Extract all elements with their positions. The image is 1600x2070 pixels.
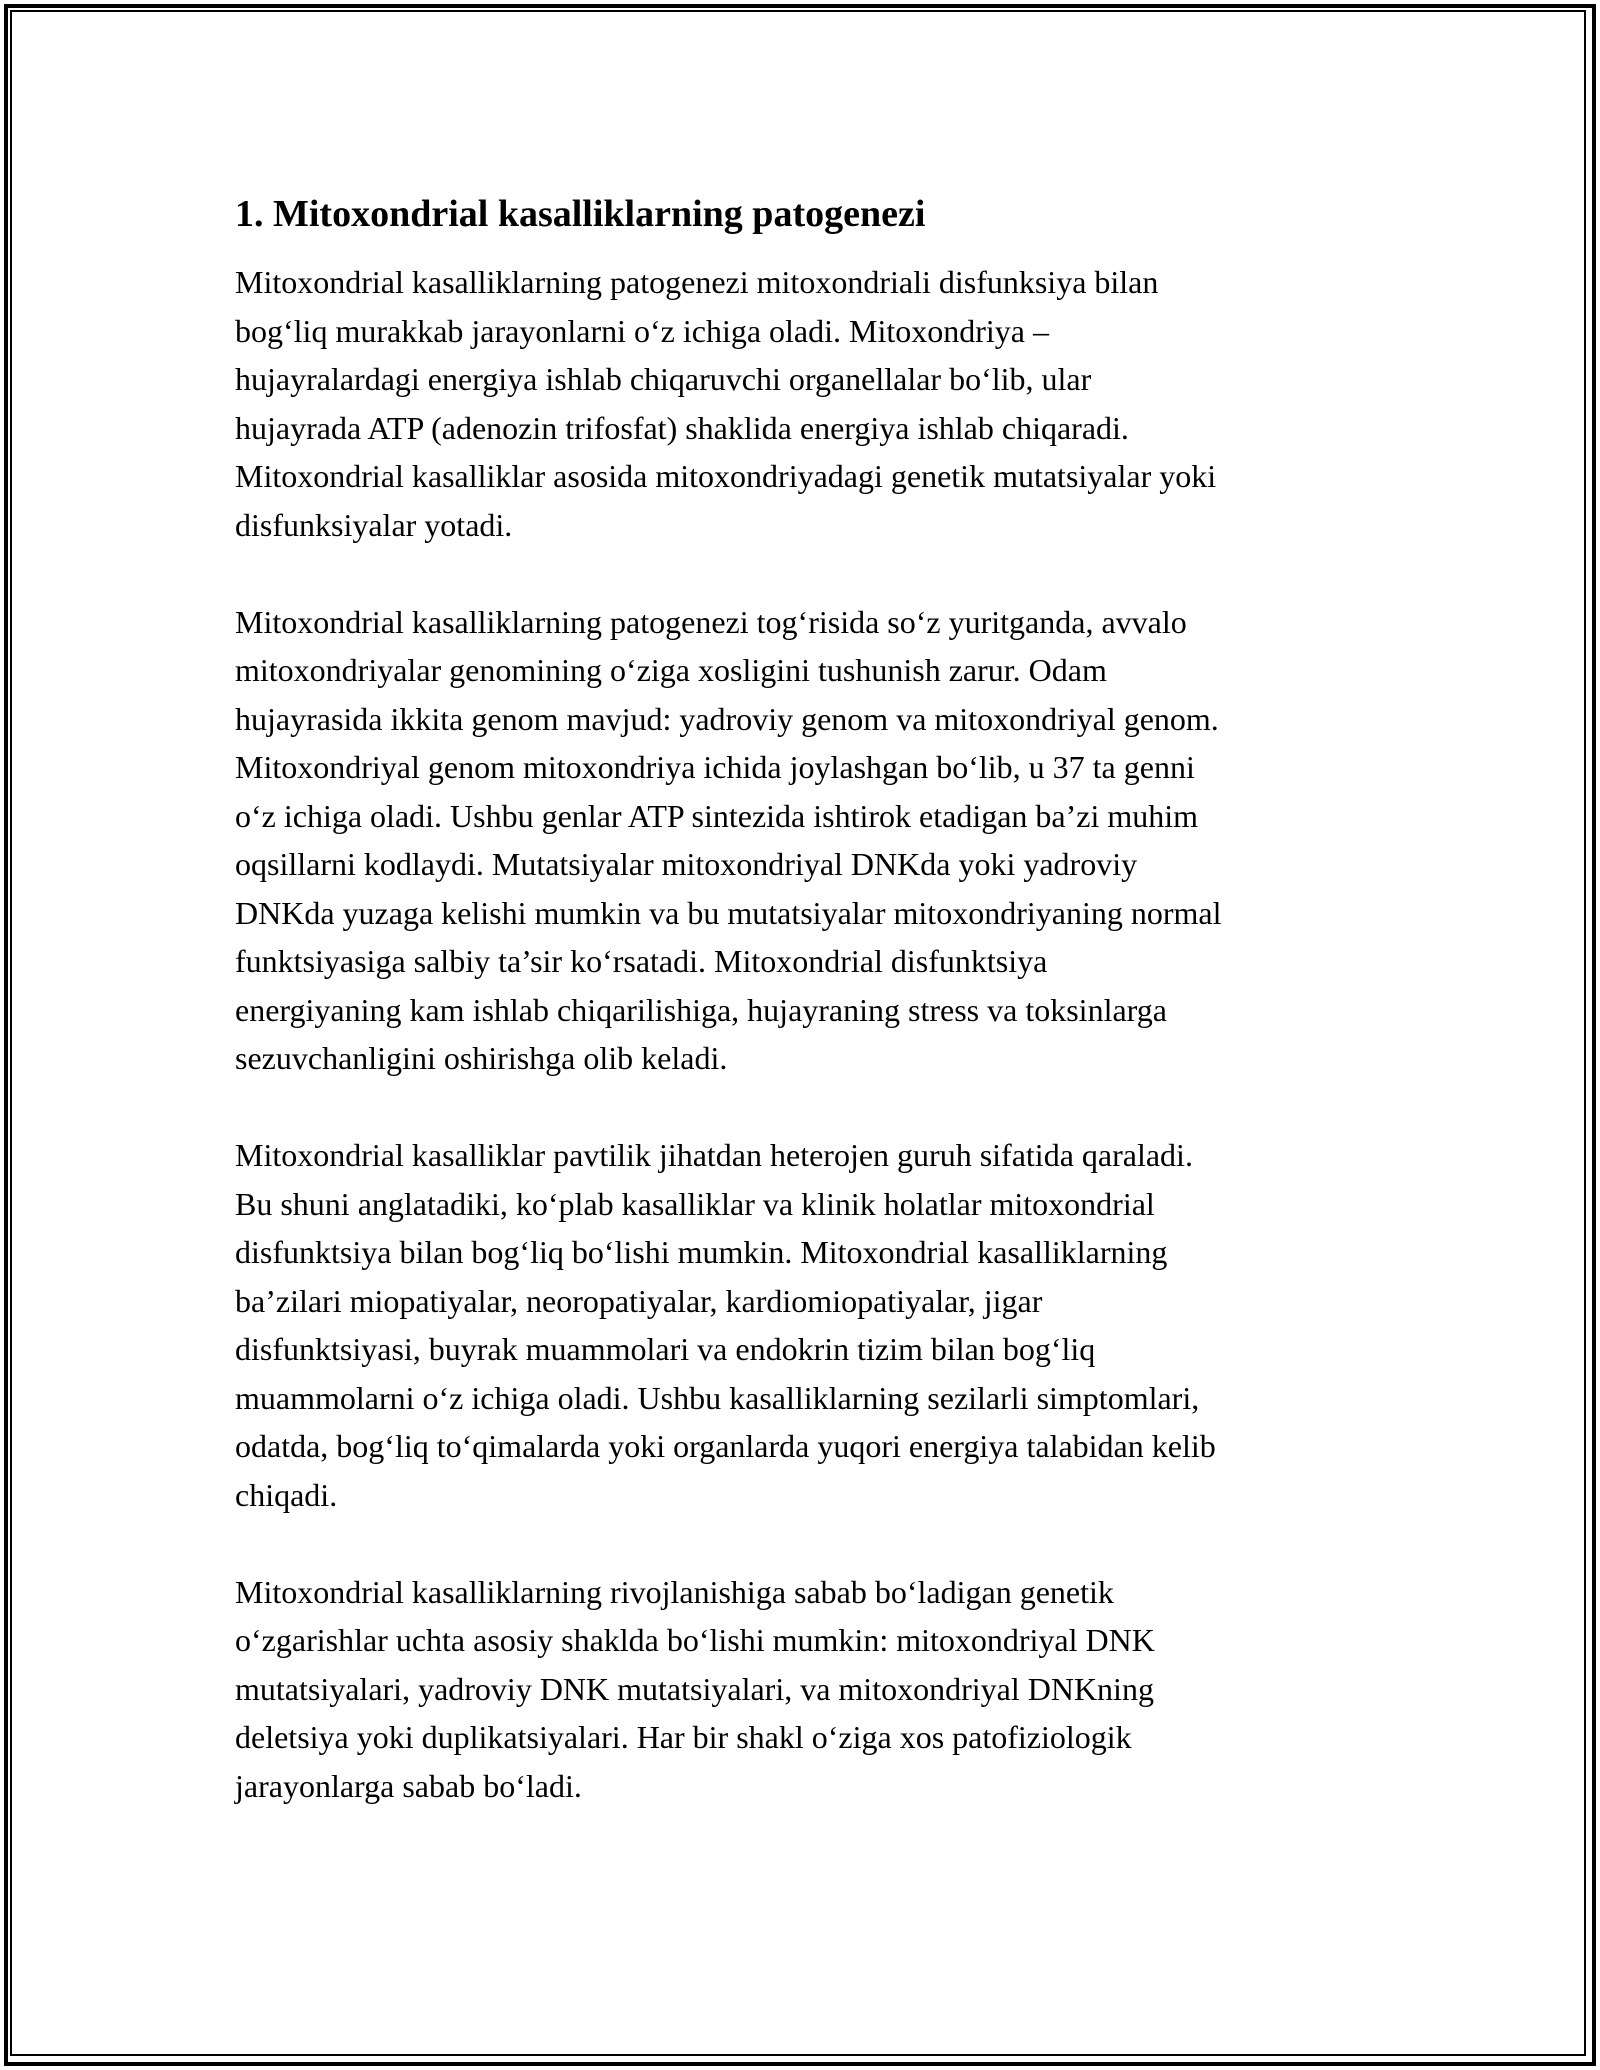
text-line: funktsiyasiga salbiy ta’sir ko‘rsatadi. Mitoxondrial disfunktsiya [235, 943, 1048, 979]
text-line: Mitoxondriyal genom mitoxondriya ichida joylashgan bo‘lib, u 37 ta genni [235, 749, 1195, 785]
text-line: Bu shuni anglatadiki, ko‘plab kasalliklar va klinik holatlar mitoxondrial [235, 1185, 1155, 1222]
text-line: hujayrasida ikkita genom mavjud: yadroviy genom va mitoxondriyal genom. [235, 700, 1219, 737]
text-line: odatda, bog‘liq to‘qimalarda yoki organlarda yuqori energiya talabidan kelib [235, 1428, 1216, 1464]
section-heading: 1. Mitoxondrial kasalliklarning patogenezi [235, 193, 926, 235]
text-line: disfunktsiyasi, buyrak muammolari va endokrin tizim bilan bog‘liq [235, 1331, 1096, 1367]
text-line: Mitoxondrial kasalliklarning patogenezi mitoxondriali disfunksiya bilan [235, 264, 1159, 300]
paragraph-3 [235, 1131, 1375, 1519]
text-line: muammolarni o‘z ichiga oladi. Ushbu kasalliklarning sezilarli simptomlari, [235, 1379, 1200, 1416]
text-line: ba’zilari miopatiyalar, neoropatiyalar, kardiomiopatiyalar, jigar [235, 1282, 1043, 1319]
text-line: disfunksiyalar yotadi. [235, 506, 513, 543]
text-line: hujayralardagi energiya ishlab chiqaruvchi organellalar bo‘lib, ular [235, 361, 1092, 397]
text-line: o‘z ichiga oladi. Ushbu genlar ATP sintezida ishtirok etadigan ba’zi muhim [235, 797, 1199, 834]
text-line: jarayonlarga sabab bo‘ladi. [235, 1767, 582, 1804]
text-line: hujayrada ATP (adenozin trifosfat) shaklida energiya ishlab chiqaradi. [235, 409, 1129, 446]
text-line: sezuvchanligini oshirishga olib keladi. [235, 1040, 728, 1076]
text-line: o‘zgarishlar uchta asosiy shaklda bo‘lishi mumkin: mitoxondriyal DNK [235, 1622, 1155, 1658]
text-line: disfunktsiya bilan bog‘liq bo‘lishi mumkin. Mitoxondrial kasalliklarning [235, 1234, 1168, 1270]
text-line: Mitoxondrial kasalliklarning patogenezi tog‘risida so‘z yuritganda, avvalo [235, 603, 1187, 640]
text-line: Mitoxondrial kasalliklar pavtilik jihatdan heterojen guruh sifatida qaraladi. [235, 1137, 1193, 1173]
paragraph-2 [235, 598, 1375, 1083]
text-line: Mitoxondrial kasalliklarning rivojlanishiga sabab bo‘ladigan genetik [235, 1573, 1114, 1610]
paragraph-4 [235, 1568, 1375, 1811]
text-line: DNKda yuzaga kelishi mumkin va bu mutatsiyalar mitoxondriyaning normal [235, 894, 1222, 931]
text-line: energiyaning kam ishlab chiqarilishiga, hujayraning stress va toksinlarga [235, 991, 1167, 1028]
text-line: mutatsiyalari, yadroviy DNK mutatsiyalari, va mitoxondriyal DNKning [235, 1670, 1154, 1707]
document-body [235, 186, 1375, 1810]
text-line: chiqadi. [235, 1476, 338, 1513]
text-line: mitoxondriyalar genomining o‘ziga xosligini tushunish zarur. Odam [235, 652, 1107, 688]
text-line: deletsiya yoki duplikatsiyalari. Har bir shakl o‘ziga xos patofiziologik [235, 1719, 1132, 1755]
text-line: Mitoxondrial kasalliklar asosida mitoxondriyadagi genetik mutatsiyalar yoki [235, 458, 1217, 494]
text-line: bog‘liq murakkab jarayonlarni o‘z ichiga oladi. Mitoxondriya – [235, 312, 1049, 349]
text-line: oqsillarni kodlaydi. Mutatsiyalar mitoxondriyal DNKda yoki yadroviy [235, 846, 1138, 882]
paragraph-1 [235, 258, 1375, 549]
